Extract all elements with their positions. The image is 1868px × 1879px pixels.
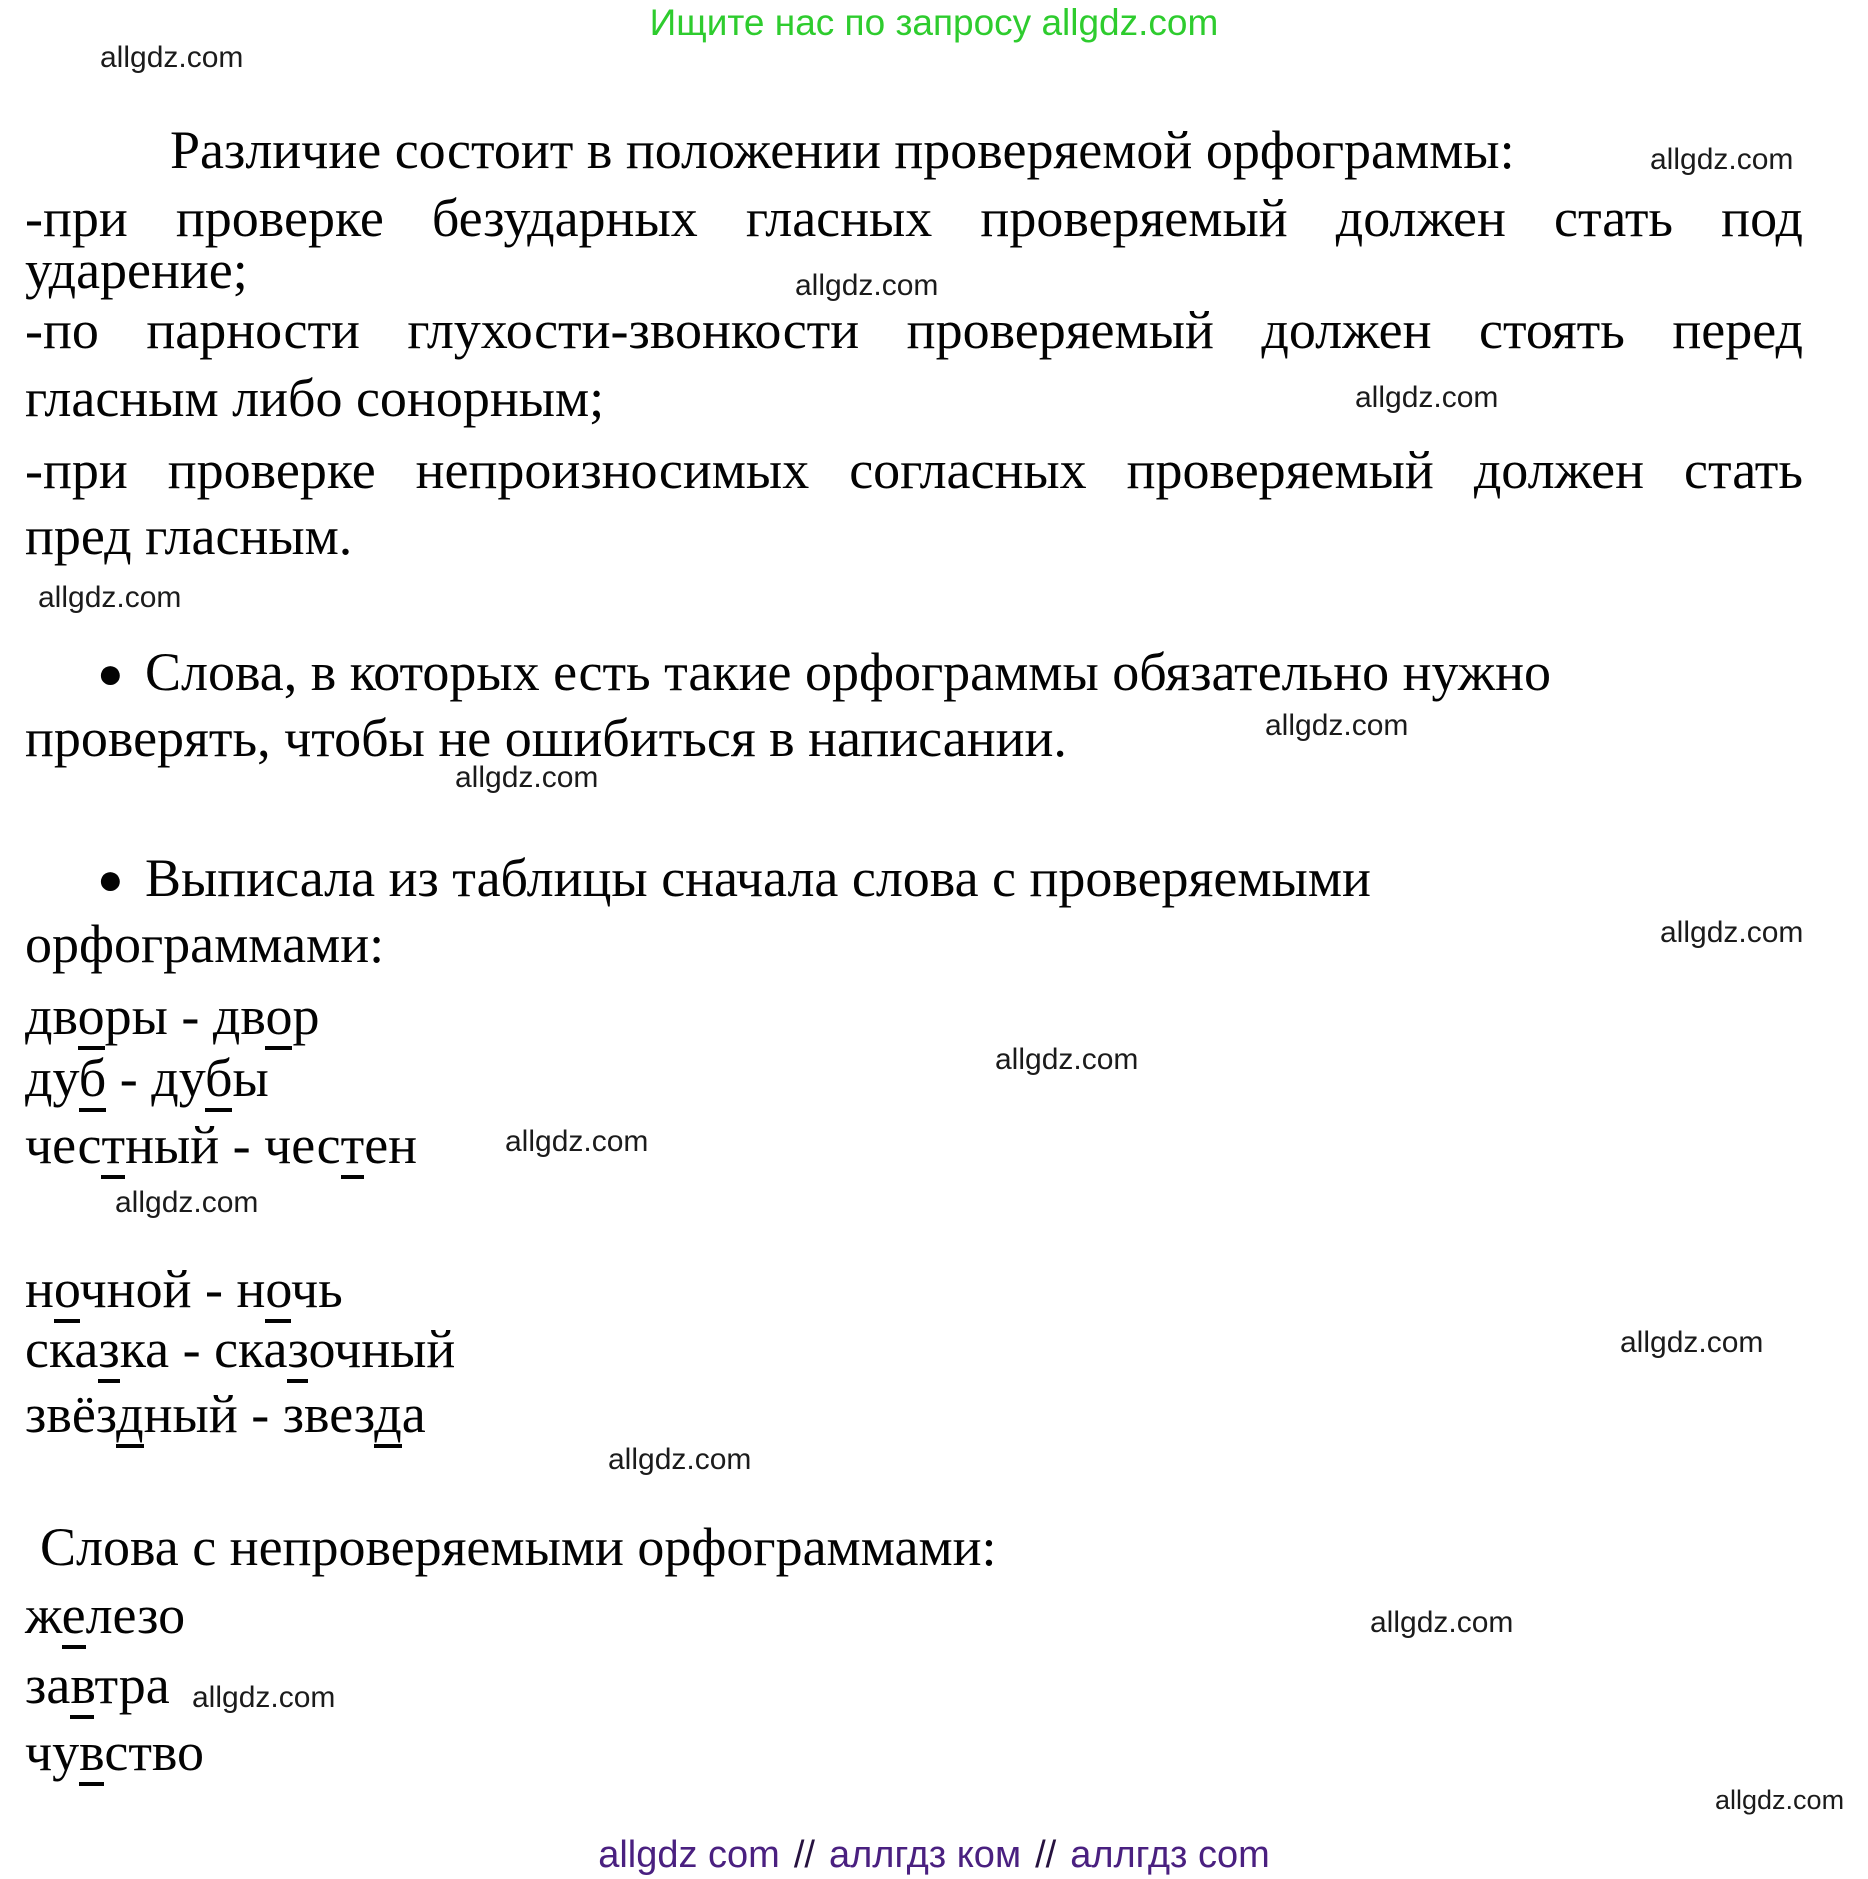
watermark: allgdz.com [1660, 916, 1804, 949]
pair-separator: - [191, 1259, 237, 1319]
bullet1-line2: проверять, чтобы не ошибиться в написании. [25, 708, 1067, 768]
watermark: allgdz.com [995, 1043, 1139, 1076]
underlined-letter: о [78, 986, 105, 1050]
word-pair: честный - честен [25, 1112, 1815, 1178]
word-item: завтра [25, 1652, 1815, 1718]
section-title: Слова с непроверяемыми орфограммами: [40, 1517, 997, 1577]
bullet-icon: ● [97, 855, 124, 904]
underlined-letter: д [374, 1384, 401, 1448]
footer-separator: // [1035, 1834, 1057, 1876]
rule3-line1: -при проверке непроизносимых согласных проверяемый должен стать [25, 440, 1803, 500]
bullet-item [25, 845, 1815, 913]
watermark: allgdz.com [1355, 381, 1499, 414]
pair-separator: - [237, 1384, 283, 1444]
underlined-letter: в [79, 1722, 104, 1786]
underlined-letter: б [79, 1048, 106, 1112]
watermark: allgdz.com [455, 761, 599, 794]
underlined-letter: т [341, 1115, 365, 1179]
footer-separator: // [793, 1834, 815, 1876]
underlined-letter: е [62, 1585, 86, 1649]
watermark: allgdz.com [38, 581, 182, 614]
pair-separator: - [219, 1115, 265, 1175]
intro-line: Различие состоит в положении проверяемой орфограммы: [170, 120, 1515, 180]
bullet2-line2: орфограммами: [25, 914, 385, 974]
footer-site-1: allgdz com [598, 1834, 780, 1876]
underlined-letter: в [70, 1655, 94, 1719]
watermark: allgdz.com [608, 1443, 752, 1476]
rule2-line1: -по парности глухости-звонкости проверяемый должен стоять перед [25, 300, 1803, 360]
word-pair: сказка - сказочный [25, 1316, 1815, 1382]
underlined-letter: з [287, 1319, 308, 1383]
rule3-line2: пред гласным. [25, 506, 353, 566]
word-pair: дуб - дубы [25, 1045, 1815, 1111]
footer-site-2: аллгдз ком [828, 1834, 1022, 1876]
rule1-line1: -при проверке безударных гласных проверяемый должен стать под [25, 188, 1803, 248]
watermark: allgdz.com [1265, 709, 1409, 742]
underlined-letter: о [265, 1259, 291, 1323]
pair-separator: - [169, 1319, 215, 1379]
word-item: железо [25, 1582, 1815, 1648]
pair-separator: - [106, 1048, 152, 1108]
promo-banner: Ищите нас по запросу allgdz.com [649, 2, 1219, 43]
underlined-letter: д [116, 1384, 143, 1448]
watermark: allgdz.com [795, 269, 939, 302]
watermark: allgdz.com [100, 41, 244, 74]
underlined-letter: о [265, 986, 292, 1050]
word-pair: звёздный - звезда [25, 1381, 1815, 1447]
rule1-line2: ударение; [25, 240, 248, 300]
bullet2-line1: Выписала из таблицы сначала слова с проверяемыми [145, 848, 1371, 908]
bullet-item [25, 639, 1815, 707]
underlined-letter: б [205, 1048, 232, 1112]
word-pair: ночной - ночь [25, 1256, 1815, 1322]
watermark: allgdz.com [1650, 143, 1794, 176]
bullet-icon: ● [97, 649, 124, 698]
watermark: allgdz.com [1620, 1326, 1764, 1359]
pair-separator: - [167, 986, 213, 1046]
bullet1-line1: Слова, в которых есть такие орфограммы обязательно нужно [145, 642, 1552, 702]
underlined-letter: о [54, 1259, 80, 1323]
underlined-letter: т [101, 1115, 125, 1179]
watermark: allgdz.com [1715, 1785, 1845, 1815]
word-item: чувство [25, 1719, 1815, 1785]
watermark: allgdz.com [505, 1125, 649, 1158]
watermark: allgdz.com [115, 1186, 259, 1219]
watermark: allgdz.com [192, 1681, 336, 1714]
footer-sites-line [0, 1832, 1868, 1878]
rule2-line2: гласным либо сонорным; [25, 368, 605, 428]
underlined-letter: з [98, 1319, 119, 1383]
word-pair: дворы - двор [25, 983, 1815, 1049]
watermark: allgdz.com [1370, 1606, 1514, 1639]
footer-site-3: аллгдз com [1070, 1834, 1270, 1876]
